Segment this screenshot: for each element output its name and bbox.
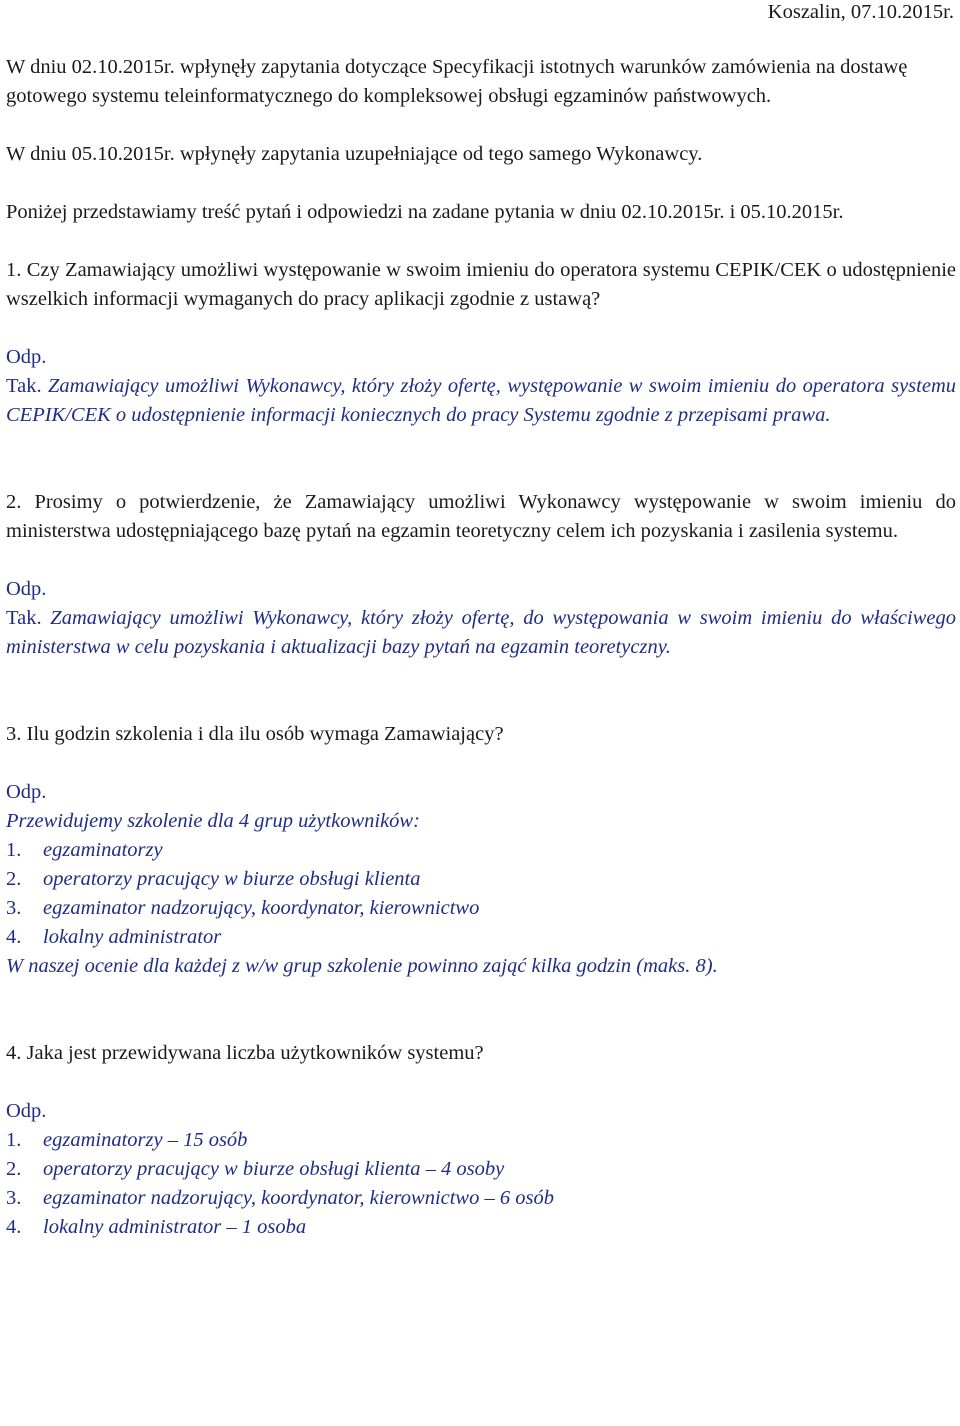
user-count-list <box>6 1126 956 1242</box>
list-item-number: 3. <box>6 897 22 919</box>
list-item-text: egzaminatorzy <box>43 839 163 861</box>
list-item-text: lokalny administrator – 1 osoba <box>43 1216 307 1238</box>
intro-paragraph-1: W dniu 02.10.2015r. wpłynęły zapytania dotyczące Specyfikacji istotnych warunków zamówienia na dostawę gotowego systemu teleinformatycznego do kompleksowej obsługi egzaminów państwowych. <box>6 56 908 107</box>
answer-3-intro: Przewidujemy szkolenie dla 4 grup użytkowników: <box>6 810 420 832</box>
list-item <box>6 1126 956 1155</box>
list-item-text: egzaminator nadzorujący, koordynator, kierownictwo – 6 osób <box>43 1187 554 1209</box>
list-item <box>6 1155 956 1184</box>
question-3: 3. Ilu godzin szkolenia i dla ilu osób wymaga Zamawiający? <box>6 723 504 745</box>
list-item-text: lokalny administrator <box>43 926 222 948</box>
list-item-number: 4. <box>6 1216 22 1238</box>
answer-2-lead: Tak. <box>6 607 42 629</box>
question-1: 1. Czy Zamawiający umożliwi występowanie w swoim imieniu do operatora systemu CEPIK/CEK o udostępnienie wszelkich informacji wymaganych do pracy aplikacji zgodnie z ustawą? <box>6 259 956 310</box>
list-item-number: 2. <box>6 1158 22 1180</box>
list-item <box>6 1184 956 1213</box>
answer-label-1: Odp. <box>6 346 47 368</box>
list-item-text: operatorzy pracujący w biurze obsługi klienta <box>43 868 421 890</box>
question-2: 2. Prosimy o potwierdzenie, że Zamawiający umożliwi Wykonawcy występowanie w swoim imieniu do ministerstwa udostępniającego bazę pytań na egzamin teoretyczny celem ich pozyskania i zasilenia systemu. <box>6 491 956 542</box>
document-body <box>6 53 956 1242</box>
training-groups-list <box>6 836 956 952</box>
answer-3-outro: W naszej ocenie dla każdej z w/w grup szkolenie powinno zająć kilka godzin (maks. 8). <box>6 955 718 977</box>
answer-label-3: Odp. <box>6 781 47 803</box>
list-item-text: egzaminatorzy – 15 osób <box>43 1129 248 1151</box>
answer-label-2: Odp. <box>6 578 47 600</box>
answer-1 <box>6 372 956 430</box>
list-item-number: 1. <box>6 839 22 861</box>
list-item-text: operatorzy pracujący w biurze obsługi klienta – 4 osoby <box>43 1158 505 1180</box>
answer-1-lead: Tak. <box>6 375 42 397</box>
answer-2-text: Zamawiający umożliwi Wykonawcy, który złoży ofertę, do występowania w swoim imieniu do właściwego ministerstwa w celu pozyskania i aktualizacji bazy pytań na egzamin teoretyczny. <box>6 607 956 658</box>
place-date: Koszalin, 07.10.2015r. <box>767 1 954 23</box>
list-item-number: 3. <box>6 1187 22 1209</box>
list-item-number: 4. <box>6 926 22 948</box>
intro-paragraph-2: W dniu 05.10.2015r. wpłynęły zapytania uzupełniające od tego samego Wykonawcy. <box>6 143 703 165</box>
question-4: 4. Jaka jest przewidywana liczba użytkowników systemu? <box>6 1042 484 1064</box>
answer-2 <box>6 604 956 662</box>
list-item <box>6 1213 956 1242</box>
list-item-number: 1. <box>6 1129 22 1151</box>
list-item <box>6 923 956 952</box>
list-item <box>6 894 956 923</box>
answer-1-text: Zamawiający umożliwi Wykonawcy, który złoży ofertę, występowanie w swoim imieniu do operatora systemu CEPIK/CEK o udostępnienie informacji koniecznych do pracy Systemu zgodnie z przepisami prawa. <box>6 375 956 426</box>
list-item <box>6 865 956 894</box>
list-item <box>6 836 956 865</box>
answer-label-4: Odp. <box>6 1100 47 1122</box>
list-item-number: 2. <box>6 868 22 890</box>
list-item-text: egzaminator nadzorujący, koordynator, kierownictwo <box>43 897 480 919</box>
intro-paragraph-3: Poniżej przedstawiamy treść pytań i odpowiedzi na zadane pytania w dniu 02.10.2015r. i 05.10.2015r. <box>6 201 844 223</box>
